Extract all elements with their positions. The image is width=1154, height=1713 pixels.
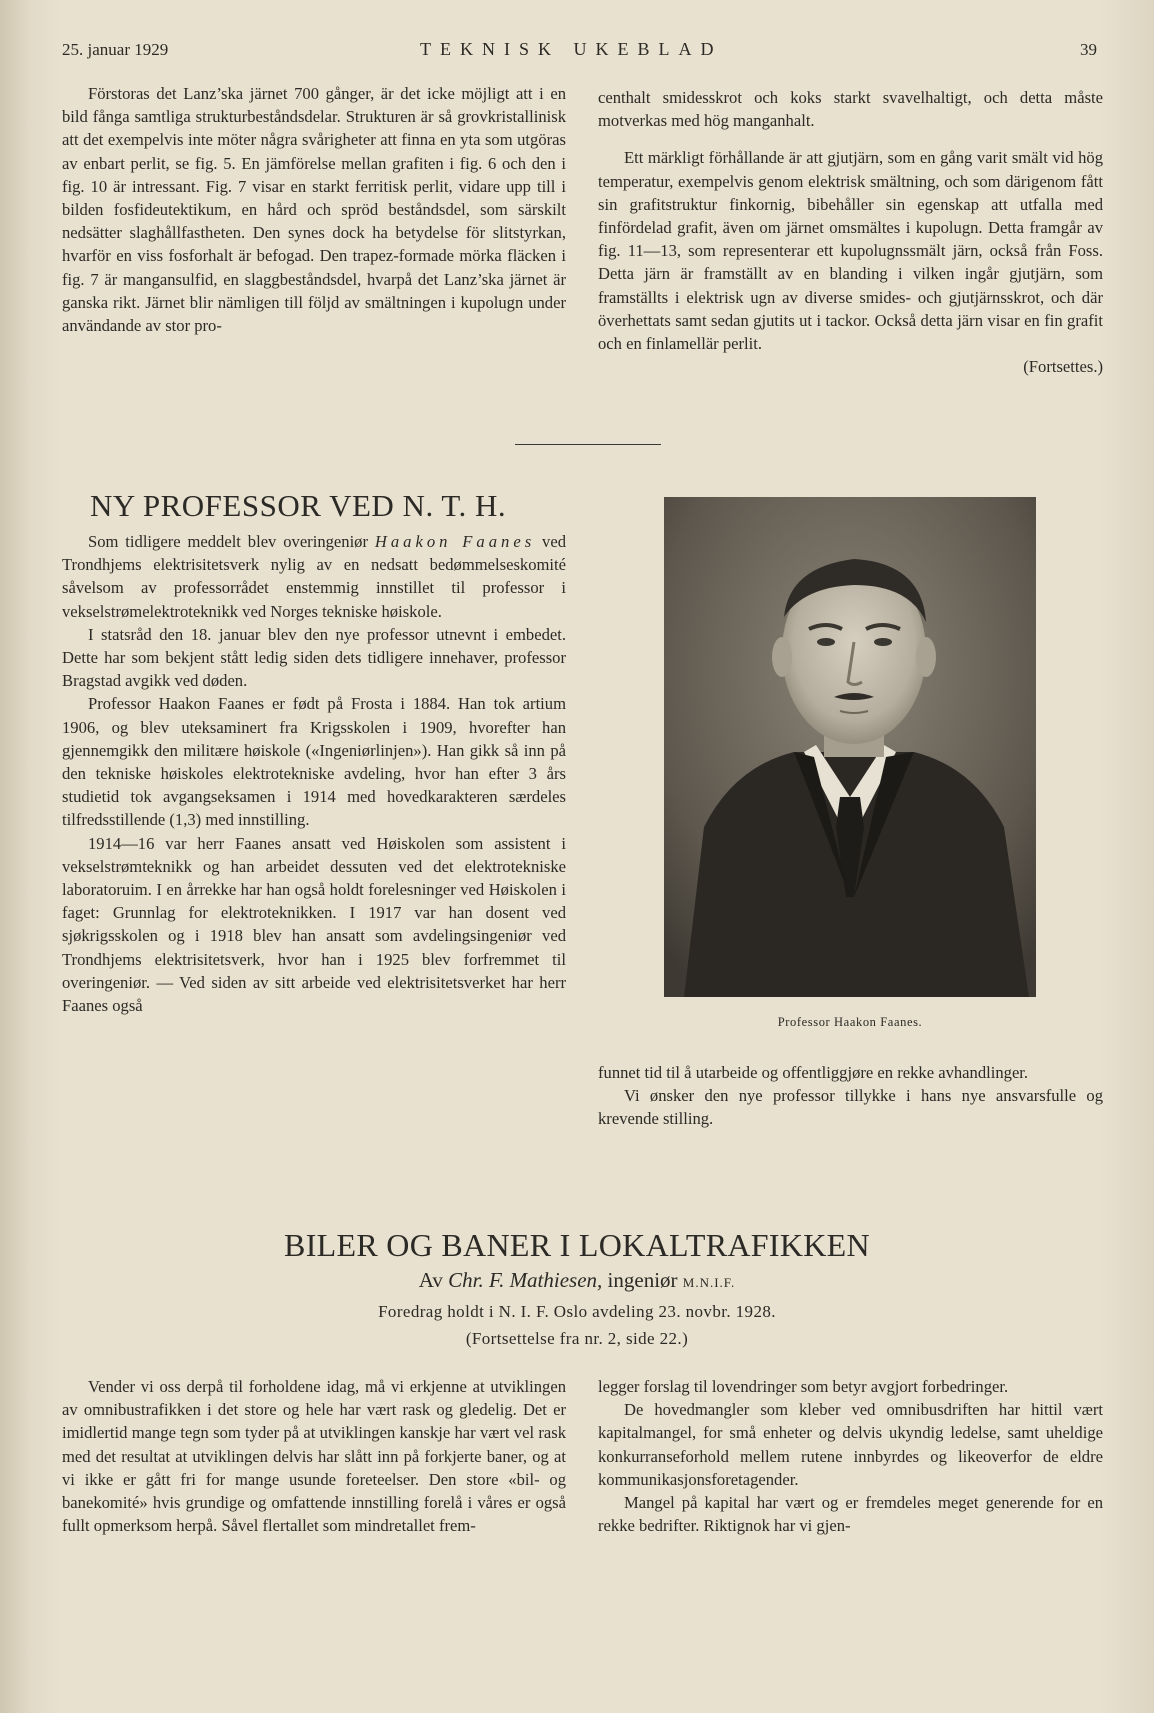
byline-author: Chr. F. Mathiesen, <box>448 1268 603 1292</box>
portrait-illustration <box>664 497 1036 997</box>
article-byline <box>0 1268 1154 1293</box>
continuation-right-column <box>598 86 1103 378</box>
article1-p1-intro: Som tidligere meddelt blev overingeniør <box>88 532 369 551</box>
header-date: 25. januar 1929 <box>62 40 169 59</box>
section-divider <box>515 444 661 445</box>
article2-paragraph-4: Mangel på kapital har vært og er fremdeles meget generende for en rekke bedrifter. Riktignok har vi gjen- <box>598 1493 1103 1536</box>
article2-paragraph-3: De hovedmangler som kleber ved omnibusdriften har hittil vært kapitalmangel, for små enheter og delvis ukyndig ledelse, samt uheldige konkurranseforhold mellem rutene innbyrdes og likeoverfor de eldre kommunikasjonsforetagender. <box>598 1400 1103 1489</box>
article2-right-column <box>598 1375 1103 1537</box>
article1-paragraph-2: I statsråd den 18. januar blev den nye professor utnevnt i embedet. Dette har som bekjent stått ledig siden dets tidligere innehaver, professor Bragstad avgikk ved døden. <box>62 624 566 691</box>
continuation-left-column <box>62 82 566 337</box>
continuation-left-paragraph: Förstoras det Lanz’ska järnet 700 gånger, är det icke möjligt att i en bild fånga samtliga strukturbeståndsdelar. Strukturen är så grovkristallinisk att det exempelvis inte möter några svårigheter att finna en yta som utgöras av enbart perlit, se fig. 5. En jämförelse mellan grafiten i fig. 6 och den i fig. 10 är intressant. Fig. 7 visar en starkt ferritisk perlit, vidare upp till i bilden fosfideutektikum, en hård och spröd beståndsdel, som särskilt nedsätter slaghållfastheten. Den synes dock ha betydelse för slitstyrkan, hvarför en viss fosforhalt är befogad. Den trapez-formade mörka fläcken i fig. 7 är mangansulfid, en slaggbeståndsdel, hvarpå det Lanz’ska järnet är ganska rikt. Järnet blir nämligen till följd av smältningen i kupolugn under användande av stor pro- <box>62 84 566 336</box>
article-title-new-professor: NY PROFESSOR VED N. T. H. <box>90 488 507 523</box>
article1-paragraph-4: 1914—16 var herr Faanes ansatt ved Høiskolen som assistent i vekselstrømteknikk og han arbeidet dessuten ved det elektrotekniske laboratoruim. I en årrekke har han også holdt forelesninger ved Høiskolen i faget: Grunnlag for elektroteknikken. I 1917 var han dosent ved sjøkrigsskolen og i 1918 blev han ansatt som avdelingsingeniør ved Trondhjems elektrisitetsverk, hvor han i 1925 blev forfremmet til overingeniør. — Ved siden av sitt arbeide ved elektrisitetsverket har herr Faanes også <box>62 833 566 1016</box>
byline-membership: M.N.I.F. <box>682 1275 736 1290</box>
article2-paragraph-2: legger forslag til lovendringer som betyr avgjort forbedringer. <box>598 1377 1009 1396</box>
article1-paragraph-3: Professor Haakon Faanes er født på Frosta i 1884. Han tok artium 1906, og blev uteksaminert fra Krigsskolen i 1909, hvorefter han gjennemgikk den militære høiskole («Ingeniørlinjen»). Han gikk så inn på den tekniske høiskoles elektrotekniske avdeling, hvor han efter 3 års studietid tok avgangseksamen i 1914 med hovedkarakteren særdeles tilfredsstillende (1,3) med innstilling. <box>62 694 566 830</box>
portrait-photo <box>664 497 1036 997</box>
article1-right-column <box>598 1061 1103 1131</box>
article1-p1-rest: ved Trondhjems elektrisitetsverk nylig av en nedsatt bedømmelseskomité såvelsom av professorrådet enstemmig innstillet til professor i vekselstrømelektroteknikk ved Norges tekniske høiskole. <box>62 532 566 621</box>
article2-left-column <box>62 1375 566 1537</box>
to-be-continued-note: (Fortsettes.) <box>1023 357 1103 377</box>
article1-paragraph-6: Vi ønsker den nye professor tillykke i hans nye ansvarsfulle og krevende stilling. <box>598 1086 1103 1129</box>
article1-paragraph-5: funnet tid til å utarbeide og offentliggjøre en rekke avhandlinger. <box>598 1063 1029 1082</box>
article1-left-column <box>62 530 566 1017</box>
continued-from-note: (Fortsettelse fra nr. 2, side 22.) <box>465 1329 689 1348</box>
continuation-right-paragraph-2: Ett märkligt förhållande är att gjutjärn, som en gång varit smält vid hög temperatur, exempelvis genom elektrisk smältning, och som därigenom fått sin grafitstruktur finkornig, bibehåller sin egenskap att utfalla med finfördelad grafit, även om järnet omsmältes i kupolugn. Detta framgår av fig. 11—13, som representerar ett kupolugnssmält järn, också från Foss. Detta järn är framställt av en blanding i vilken ingår gjutjärn, som framställts i elektrisk ugn av diverse smides- och gjutjärnsskrot, och där överhettats samt sedan gjutits ut i tackor. Också detta järn visar en fin grafit och en finlamellär perlit. <box>598 148 1103 354</box>
article-title-cars-and-railways: BILER OG BANER I LOKALTRAFIKKEN <box>284 1227 870 1263</box>
article2-paragraph-1: Vender vi oss derpå til forholdene idag, må vi erkjenne at utviklingen av omnibustrafikken i det store og hele har vært rask og gledelig. Det er imidlertid mange tegn som tyder på at utviklingen kanskje har vært vel rask med det resultat at utviklingen delvis har slått inn på forkjerte baner, og at vi ikke er gått fri for mange usunde foreteelser. Den store «bil- og banekomité» hvis grundige og omfattende innstilling forelå i våres er også fullt opmerksom herpå. Såvel flertallet som mindretallet frem- <box>62 1377 566 1536</box>
photo-caption: Professor Haakon Faanes. <box>777 1015 923 1029</box>
page-number: 39 <box>1080 40 1097 59</box>
continuation-right-paragraph-1: centhalt smidesskrot och koks starkt svavelhaltigt, och detta måste motverkas med hög manganhalt. <box>598 88 1103 131</box>
journal-title: TEKNISK UKEBLAD <box>420 39 723 59</box>
byline-prefix: Av <box>418 1268 443 1292</box>
article1-paragraph-1 <box>62 530 566 623</box>
byline-role: ingeniør <box>607 1268 678 1292</box>
lecture-note: Foredrag holdt i N. I. F. Oslo avdeling 23. novbr. 1928. <box>378 1302 776 1321</box>
professor-name: Haakon Faanes <box>374 532 536 551</box>
